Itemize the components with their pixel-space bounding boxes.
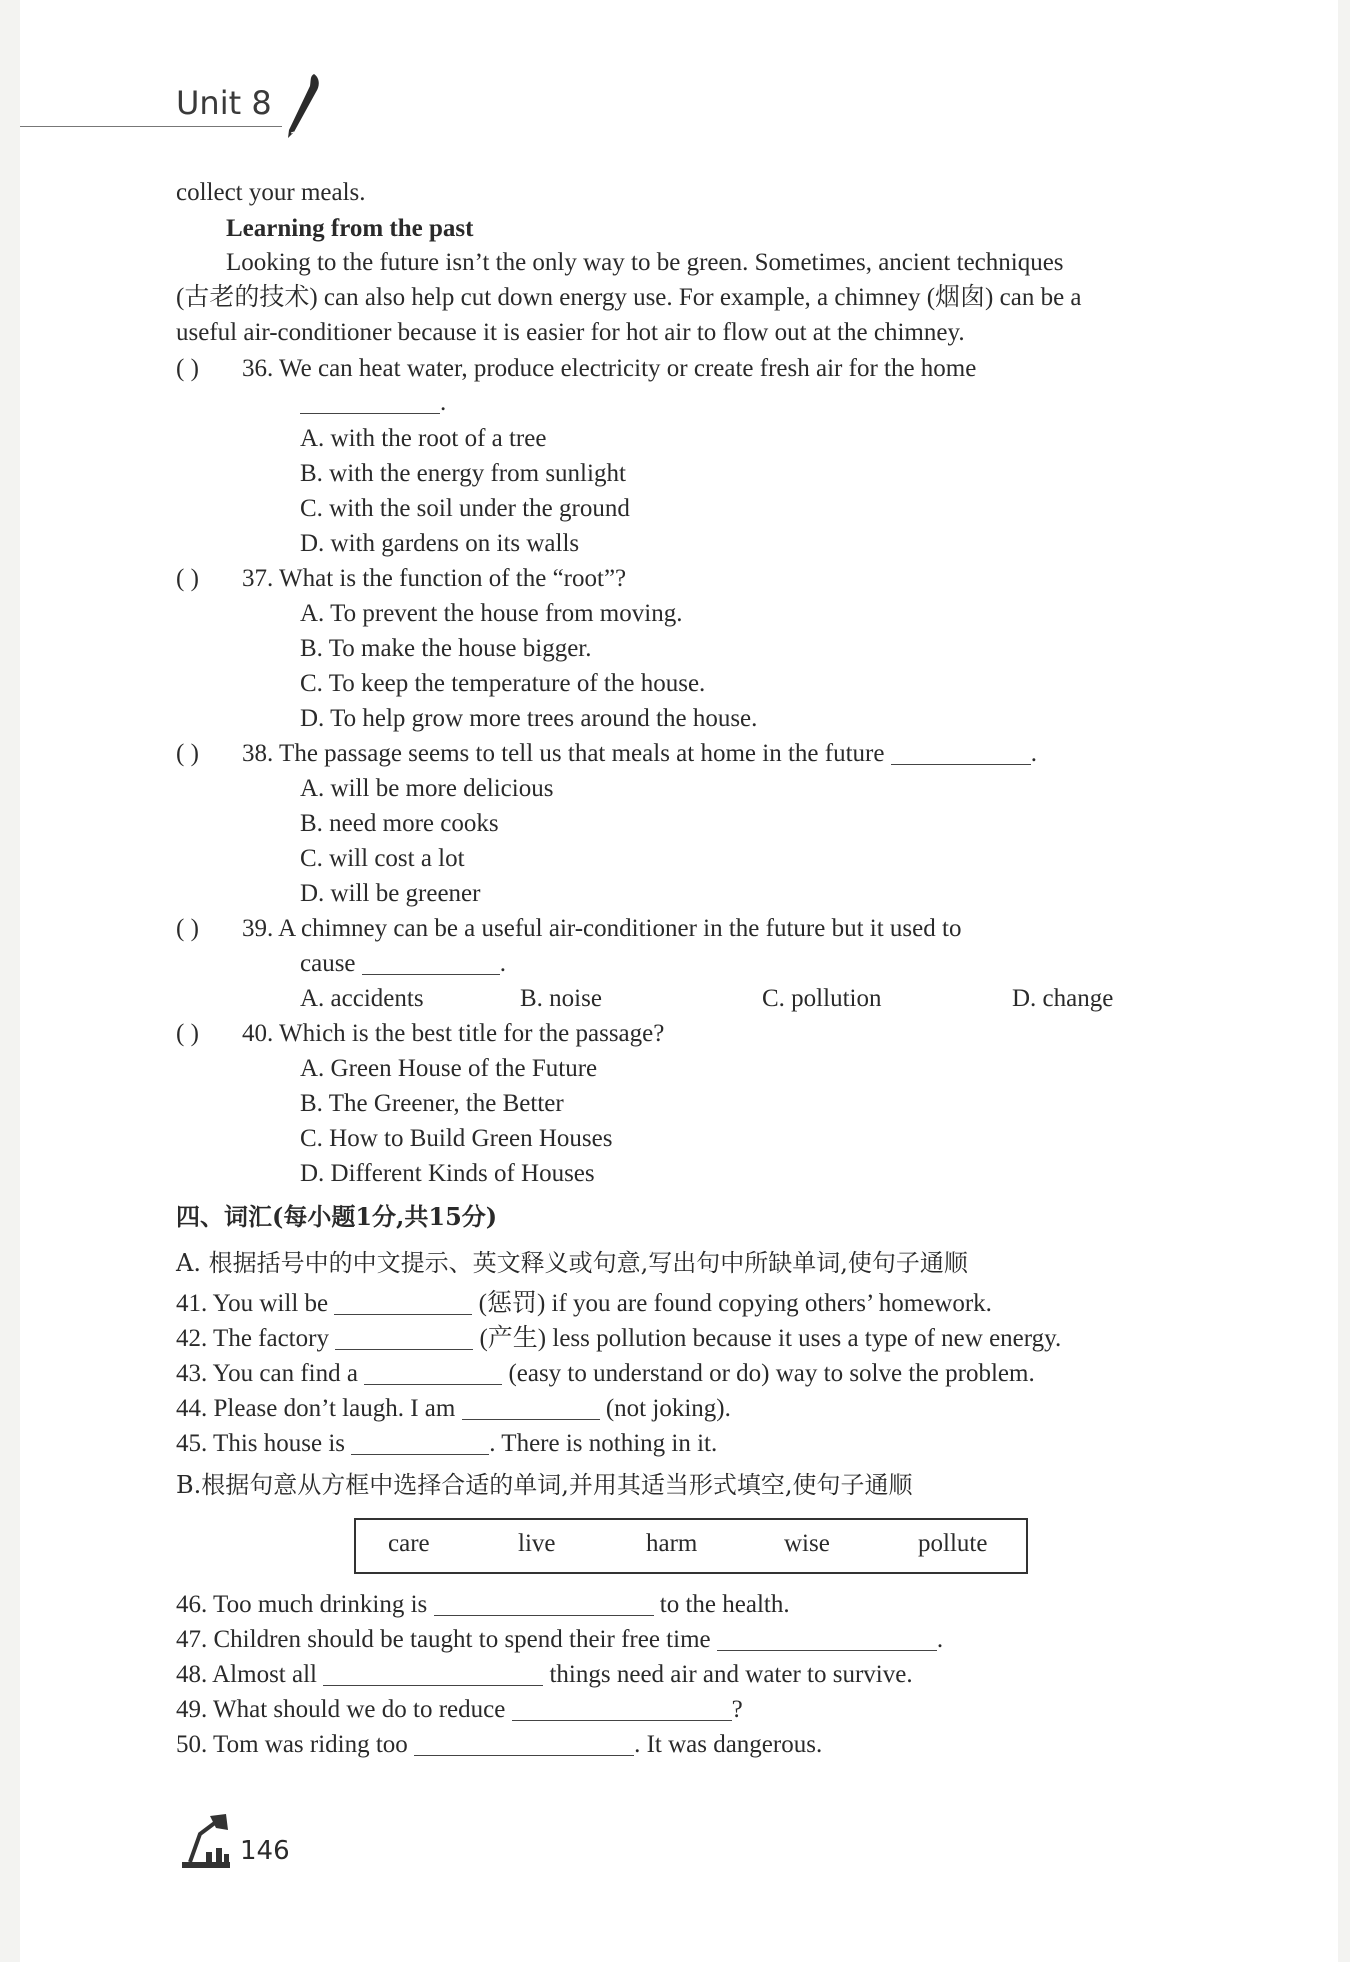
option-c: C. To keep the temperature of the house.	[300, 670, 706, 697]
option-d: D. change	[1012, 985, 1114, 1012]
page-number: 146	[240, 1836, 290, 1866]
word-bank-item: wise	[784, 1530, 830, 1557]
option-a: A. will be more delicious	[300, 775, 554, 802]
part-b-instructions: B.根据句意从方框中选择合适的单词,并用其适当形式填空,使句子通顺	[176, 1471, 913, 1499]
option-d: D. Different Kinds of Houses	[300, 1160, 595, 1187]
question-37: 37. What is the function of the “root”?	[242, 565, 627, 592]
answer-blank[interactable]	[364, 1358, 502, 1385]
answer-blank[interactable]	[434, 1589, 654, 1616]
option-a: A. Green House of the Future	[300, 1055, 598, 1082]
answer-blank[interactable]	[717, 1624, 937, 1651]
section-heading: Learning from the past	[226, 215, 474, 242]
answer-blank[interactable]	[462, 1393, 600, 1420]
passage-line: Looking to the future isn’t the only way to be green. Sometimes, ancient techniques	[226, 249, 1064, 276]
fill-item-44: 44. Please don’t laugh. I am (not joking).	[176, 1395, 731, 1422]
answer-bracket[interactable]: ( )	[176, 565, 199, 592]
passage-line: useful air-conditioner because it is easier for hot air to flow out at the chimney.	[176, 319, 965, 346]
fill-item-42: 42. The factory (产生) less pollution because it uses a type of new energy.	[176, 1325, 1062, 1352]
fill-item-43: 43. You can find a (easy to understand or do) way to solve the problem.	[176, 1360, 1035, 1387]
answer-blank[interactable]: .	[300, 386, 446, 420]
option-d: D. will be greener	[300, 880, 481, 907]
answer-bracket[interactable]: ( )	[176, 1020, 199, 1047]
option-b: B. with the energy from sunlight	[300, 460, 626, 487]
option-a: A. with the root of a tree	[300, 425, 547, 452]
option-b: B. need more cooks	[300, 810, 499, 837]
lamp-logo-icon	[176, 1812, 236, 1870]
answer-blank[interactable]	[512, 1694, 732, 1721]
question-36: 36. We can heat water, produce electricity or create fresh air for the home	[242, 355, 977, 382]
answer-blank[interactable]	[335, 1323, 473, 1350]
option-c: C. How to Build Green Houses	[300, 1125, 613, 1152]
answer-bracket[interactable]: ( )	[176, 355, 199, 382]
option-b: B. To make the house bigger.	[300, 635, 592, 662]
fill-item-47: 47. Children should be taught to spend their free time .	[176, 1626, 944, 1653]
fill-item-46: 46. Too much drinking is to the health.	[176, 1591, 790, 1618]
option-a: A. accidents	[300, 985, 424, 1012]
answer-bracket[interactable]: ( )	[176, 915, 199, 942]
question-38: 38. The passage seems to tell us that meals at home in the future .	[242, 740, 1037, 767]
word-bank-item: care	[388, 1530, 430, 1557]
question-39: 39. A chimney can be a useful air-conditioner in the future but it used to	[242, 915, 962, 942]
option-d: D. with gardens on its walls	[300, 530, 580, 557]
word-bank-item: harm	[646, 1530, 698, 1557]
fill-item-48: 48. Almost all things need air and water to survive.	[176, 1661, 913, 1688]
fill-item-49: 49. What should we do to reduce ?	[176, 1696, 743, 1723]
option-c: C. with the soil under the ground	[300, 495, 630, 522]
option-c: C. pollution	[762, 985, 882, 1012]
fill-item-41: 41. You will be (惩罚) if you are found copying others’ homework.	[176, 1290, 992, 1317]
pen-icon	[280, 72, 324, 142]
section-heading: 四、词汇(每小题1分,共15分)	[176, 1202, 498, 1231]
answer-blank[interactable]	[891, 738, 1031, 765]
word-bank-item: live	[518, 1530, 556, 1557]
passage-line: (古老的技术) can also help cut down energy use. For example, a chimney (烟囱) can be a	[176, 284, 1082, 311]
word-bank-item: pollute	[918, 1530, 988, 1557]
option-d: D. To help grow more trees around the house.	[300, 705, 758, 732]
unit-title: Unit 8	[176, 84, 272, 122]
option-b: B. noise	[520, 985, 602, 1012]
word-bank	[354, 1518, 1028, 1574]
option-a: A. To prevent the house from moving.	[300, 600, 683, 627]
fill-item-50: 50. Tom was riding too . It was dangerous.	[176, 1731, 823, 1758]
answer-blank[interactable]	[323, 1659, 543, 1686]
fill-item-45: 45. This house is . There is nothing in it.	[176, 1430, 718, 1457]
passage-line: collect your meals.	[176, 179, 366, 206]
answer-blank[interactable]	[414, 1729, 634, 1756]
answer-blank[interactable]	[351, 1428, 489, 1455]
answer-blank[interactable]	[362, 948, 500, 975]
answer-blank[interactable]	[334, 1288, 472, 1315]
option-c: C. will cost a lot	[300, 845, 465, 872]
answer-bracket[interactable]: ( )	[176, 740, 199, 767]
question-39-cont: cause .	[300, 950, 507, 977]
part-a-instructions: A. 根据括号中的中文提示、英文释义或句意,写出句中所缺单词,使句子通顺	[176, 1249, 968, 1277]
question-40: 40. Which is the best title for the passage?	[242, 1020, 665, 1047]
header-rule	[20, 126, 282, 127]
option-b: B. The Greener, the Better	[300, 1090, 564, 1117]
